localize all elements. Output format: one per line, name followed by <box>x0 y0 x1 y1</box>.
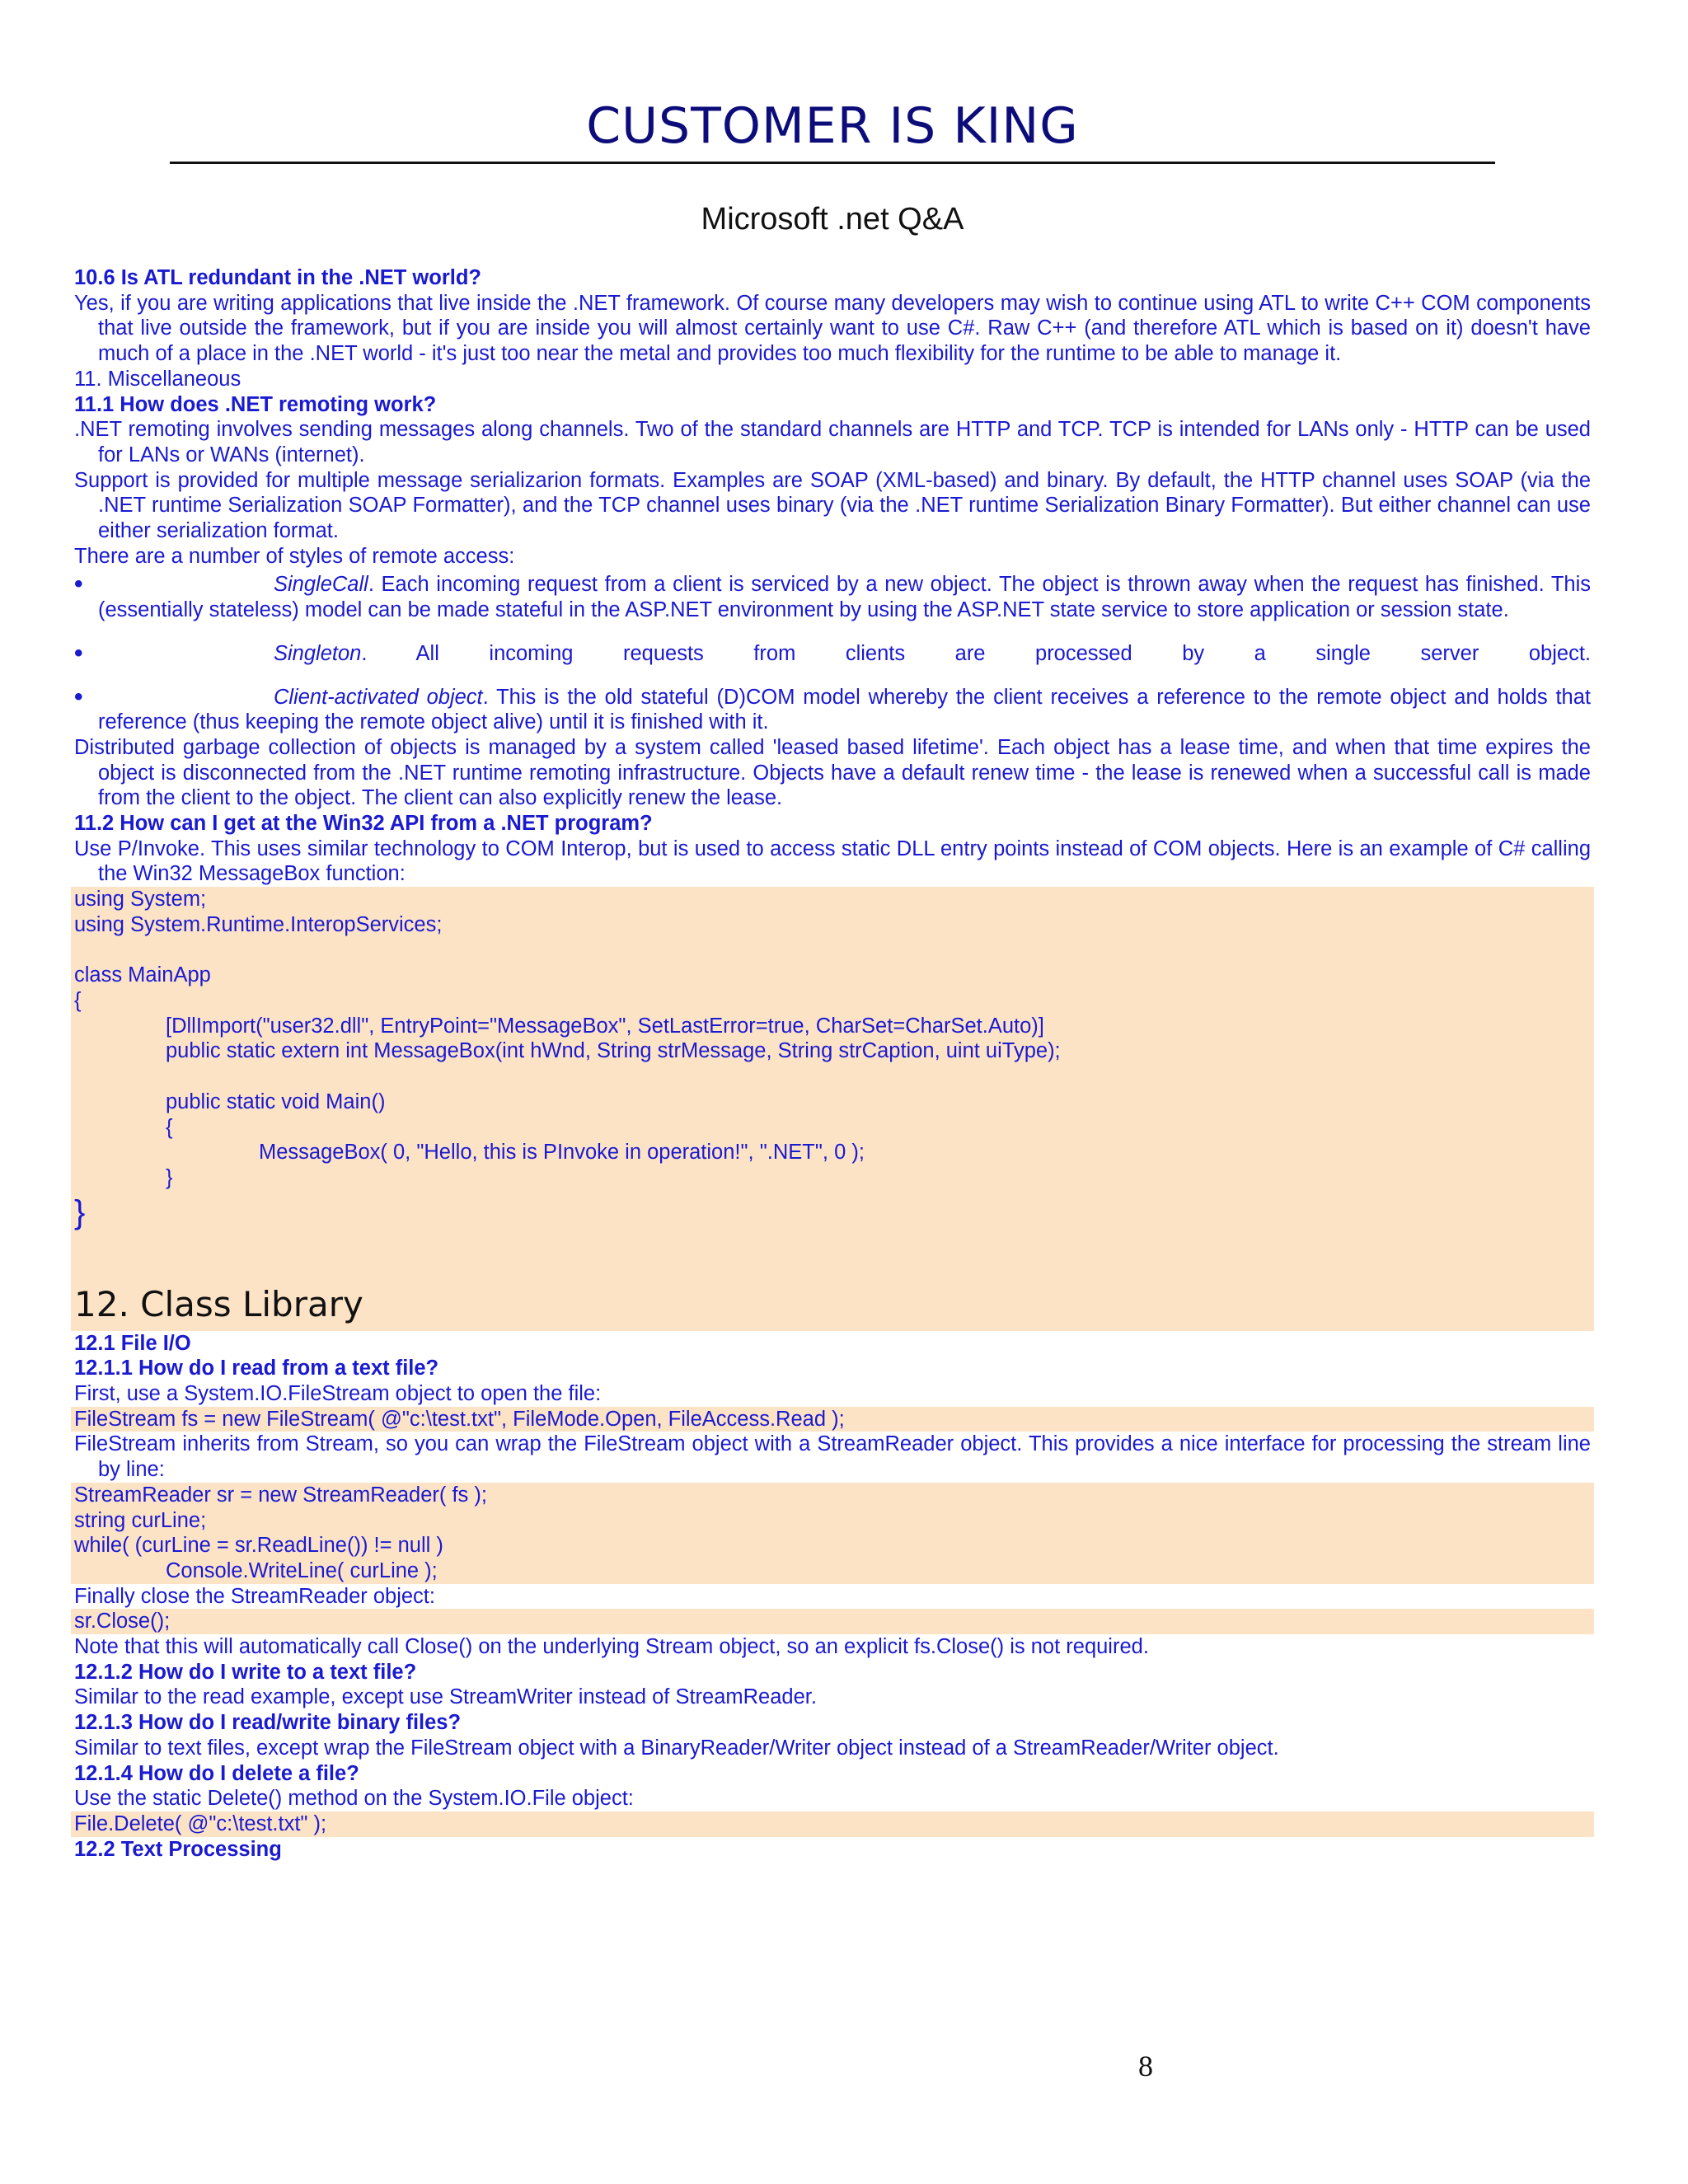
bullet-text: . All incoming requests from clients are processed by a single server object. <box>361 641 1591 665</box>
bullet-singleton <box>74 641 1591 667</box>
code-line: sr.Close(); <box>74 1610 171 1633</box>
bullet-dot-icon: • <box>74 682 83 710</box>
answer-12-1-1-a: First, use a System.IO.FileStream object to open the file: <box>74 1382 602 1406</box>
question-12-1-4: 12.1.4 How do I delete a file? <box>74 1761 359 1785</box>
code-line: File.Delete( @"c:\test.txt" ); <box>74 1811 327 1835</box>
answer-12-1-1-b: FileStream inherits from Stream, so you can wrap the FileStream object with a StreamReader object. This provides a nice interface for processing the stream line by line: <box>74 1432 1591 1482</box>
question-12-1-2: 12.1.2 How do I write to a text file? <box>74 1660 417 1684</box>
code-block-filestream <box>71 1407 1594 1432</box>
code-line: using System; <box>74 888 207 912</box>
code-line: StreamReader sr = new StreamReader( fs ); <box>74 1483 487 1507</box>
question-12-1-1: 12.1.1 How do I read from a text file? <box>74 1357 439 1380</box>
bullet-singlecall <box>74 572 1591 622</box>
document-subtitle: Microsoft .net Q&A <box>701 202 964 237</box>
code-line: string curLine; <box>74 1508 207 1532</box>
section-heading-miscellaneous: 11. Miscellaneous <box>74 367 241 391</box>
document-title: CUSTOMER IS KING <box>586 97 1079 155</box>
answer-12-1-1-d: Note that this will automatically call Close() on the underlying Stream object, so an explicit fs.Close() is not required. <box>74 1635 1149 1659</box>
bullet-text: . Each incoming request from a client is serviced by a new object. The object is thrown away when the request has finished. This (essentially stateless) model can be made stateful in the ASP.NET environment by using the ASP.NET state service to store application or session state. <box>98 573 1591 622</box>
code-line: } <box>74 1193 86 1230</box>
code-line: using System.Runtime.InteropServices; <box>74 912 443 936</box>
heading-12-1: 12.1 File I/O <box>74 1331 191 1355</box>
code-block-delete <box>71 1811 1594 1837</box>
bullet-dot-icon: • <box>74 570 83 598</box>
code-line: [DllImport("user32.dll", EntryPoint="MessageBox", SetLastError=true, CharSet=CharSet.Auto)] <box>166 1014 1044 1038</box>
code-line: public static extern int MessageBox(int hWnd, String strMessage, String strCaption, uint uiType); <box>166 1039 1061 1063</box>
answer-11-2: Use P/Invoke. This uses similar technology to COM Interop, but is used to access static DLL entry points instead of COM objects. Here is an example of C# calling the Win32 MessageBox function: <box>74 837 1591 886</box>
title-underline <box>170 162 1495 164</box>
code-line: while( (curLine = sr.ReadLine()) != null ) <box>74 1534 443 1558</box>
question-11-1: 11.1 How does .NET remoting work? <box>74 392 437 416</box>
bullet-term: Client-activated object <box>274 685 483 709</box>
answer-10-6: Yes, if you are writing applications that live inside the .NET framework. Of course many developers may wish to continue using ATL to write C++ COM components that live outside the framework, but if you are inside you will almost certainly want to use C#. Raw C++ (and therefore ATL which is based on it) doesn't have much of a place in the .NET world - it's just too near the metal and provides too much flexibility for the runtime to be able to manage it. <box>74 291 1591 366</box>
bullet-term: Singleton <box>274 641 362 665</box>
bullet-term: SingleCall <box>274 573 368 597</box>
page-content <box>74 265 1591 1862</box>
code-line: { <box>166 1115 173 1139</box>
code-line: } <box>166 1165 173 1189</box>
answer-12-1-3: Similar to text files, except wrap the FileStream object with a BinaryReader/Writer object instead of a StreamReader/Writer object. <box>74 1736 1279 1760</box>
answer-12-1-2: Similar to the read example, except use StreamWriter instead of StreamReader. <box>74 1685 817 1709</box>
code-block-pinvoke <box>71 887 1594 1330</box>
code-line: class MainApp <box>74 963 211 987</box>
answer-12-1-4: Use the static Delete() method on the System.IO.File object: <box>74 1787 634 1811</box>
bullet-dot-icon: • <box>74 639 83 667</box>
section-heading-class-library: 12. Class Library <box>74 1283 363 1324</box>
question-11-2: 11.2 How can I get at the Win32 API from a .NET program? <box>74 812 653 836</box>
code-line: Console.WriteLine( curLine ); <box>166 1558 438 1582</box>
heading-12-2: 12.2 Text Processing <box>74 1837 282 1861</box>
code-block-streamreader <box>71 1483 1594 1584</box>
bullet-client-activated <box>74 682 1591 735</box>
bullet-text: . This is the old stateful (D)COM model whereby the client receives a reference to the remote object and holds that reference (thus keeping the remote object alive) until it is finished with it. <box>98 685 1591 734</box>
question-10-6: 10.6 Is ATL redundant in the .NET world? <box>74 266 481 289</box>
page-number: 8 <box>1138 2050 1153 2083</box>
answer-11-1-para-3: There are a number of styles of remote access: <box>74 544 515 568</box>
code-block-close <box>71 1609 1594 1634</box>
answer-11-1-para-4: Distributed garbage collection of objects is managed by a system called 'leased based lifetime'. Each object has a lease time, and when that time expires the object is disconnected from the .NET runtime remoting infrastructure. Objects have a default renew time - the lease is renewed when a successful call is made from the client to the object. The client can also explicitly renew the lease. <box>74 735 1591 810</box>
code-line: public static void Main() <box>166 1090 386 1113</box>
question-12-1-3: 12.1.3 How do I read/write binary files? <box>74 1711 462 1735</box>
answer-11-1-para-2: Support is provided for multiple message serializarion formats. Examples are SOAP (XML-based) and binary. By default, the HTTP channel uses SOAP (via the .NET runtime Serialization SOAP Formatter), and the TCP channel uses binary (via the .NET runtime Serialization Binary Formatter). But either channel can use either serialization format. <box>74 468 1591 543</box>
answer-12-1-1-c: Finally close the StreamReader object: <box>74 1584 435 1608</box>
answer-11-1-para-1: .NET remoting involves sending messages along channels. Two of the standard channels are HTTP and TCP. TCP is intended for LANs only - HTTP can be used for LANs or WANs (internet). <box>74 418 1591 466</box>
code-line: { <box>74 988 82 1012</box>
code-line: MessageBox( 0, "Hello, this is PInvoke in operation!", ".NET", 0 ); <box>259 1141 865 1165</box>
code-line: FileStream fs = new FileStream( @"c:\test.txt", FileMode.Open, FileAccess.Read ); <box>74 1407 845 1431</box>
